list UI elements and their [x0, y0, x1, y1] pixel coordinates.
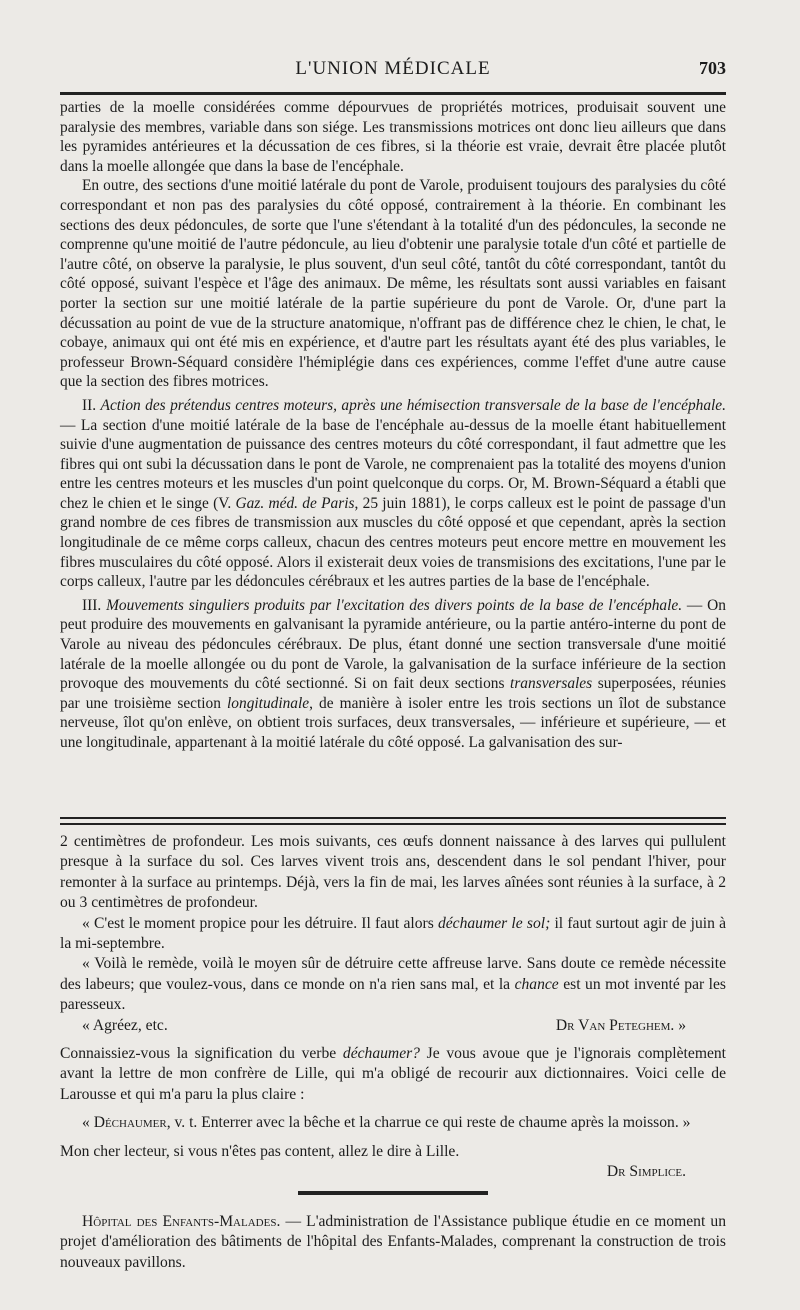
- article-paragraph-1: parties de la moelle considérées comme dépourvues de propriétés motrices, produisait souvent une paralysie des membres, variable dans son siége. Les transmissions motrices ont donc lieu ailleurs que dans les pyramides antérieures et la décussation de ces fibres, si la théorie est vraie, devrait être placée plutôt dans la moelle allongée que dans la base de l'encéphale.: [60, 99, 726, 175]
- feuilleton-paragraph-5: [60, 1044, 726, 1105]
- letter-signature: Dr Van Peteghem. »: [555, 1016, 686, 1034]
- news-lead: Hôpital des Enfants-Malades.: [82, 1213, 281, 1230]
- section-ii-text-b: , 25 juin 1881), le corps calleux est le point de passage d'un grand nombre de ces fibres de transmission aux muscles du côté opposé et que cependant, après la section longitudinale de ce même corps calleux, chacun des centres moteurs peut encore mettre en mouvement les fibres musculaires du côté opposé. Alors il existerait deux voies de transmisions des excitations, l'une par le corps calleux, l'autre par les dédoncules cérébraux et les autres parties de la base de l'encéphale.: [60, 494, 726, 591]
- feuilleton-closing: [60, 1016, 726, 1036]
- section-ii-number: II.: [82, 396, 97, 414]
- section-iii-emphasis-2: longitudinale: [227, 694, 310, 712]
- header-rule: [60, 92, 726, 95]
- section-ii: [60, 396, 726, 592]
- section-iii-emphasis-1: transversales: [510, 675, 593, 693]
- running-header: [60, 56, 726, 86]
- feuilleton-emphasis: chance: [514, 975, 559, 993]
- article-column: [60, 98, 726, 753]
- feuilleton-paragraph-2: [60, 914, 726, 955]
- feuilleton-text: « C'est le moment propice pour les détruire. Il faut alors: [82, 914, 438, 932]
- section-ii-reference: Gaz. méd. de Paris: [235, 494, 355, 512]
- article-paragraph-2: En outre, des sections d'une moitié latérale du pont de Varole, produisent toujours des paralysies du côté correspondant et non pas des paralysies du côté opposé, contrairement à la théorie. En combinant les sections des deux pédoncules, de sorte que l'une s'étendant à la totalité d'un des pédoncules, la seconde ne comprenne qu'une moitié de l'autre pédoncule, au lieu d'obtenir une paralysie totale d'un côté et partielle de l'autre côté, on observe la paralysie, le plus souvent, d'un seul côté, tantôt du côté correspondant, tantôt du côté opposé, suivant l'espèce et l'âge des animaux. De même, les résultats sont aussi variables en faisant porter la section sur une moitié latérale de la partie supérieure du pont de Varole. Or, d'une part la décussation au point de vue de la structure anatomique, n'offrant pas de différence chez le chien, le chat, le cobaye, animaux qui ont été mis en expérience, et d'autre part les résultats ayant été des plus variables, le professeur Brown-Séquard considère l'hémiplégie dans ces expériences, comme l'effet d'une autre cause que la section des fibres motrices.: [60, 177, 726, 391]
- section-ii-title: Action des prétendus centres moteurs, après une hémisection transversale de la base de l'encéphale.: [100, 396, 726, 414]
- feuilleton-column: [60, 832, 726, 1183]
- section-iii-text-b: superposées, réunies par une troisième section: [60, 675, 726, 712]
- feuilleton-separator: [60, 817, 726, 825]
- author-signature: Dr Simplice.: [606, 1163, 686, 1181]
- feuilleton-text: il faut surtout agir de juin à la mi-septembre.: [60, 914, 727, 953]
- feuilleton-text: « Voilà le remède, voilà le moyen sûr de détruire cette affreuse larve. Sans doute ce remède nécessite des labeurs; que voulez-vous, dans ce monde on n'a rien sans mal, et la: [60, 955, 726, 993]
- section-iii-number: III.: [82, 596, 102, 614]
- dictionary-headword: Déchaumer: [93, 1114, 167, 1132]
- quote-mark: «: [82, 1114, 94, 1132]
- feuilleton-emphasis: déchaumer?: [342, 1045, 420, 1063]
- section-iii-text-a: — On peut produire des mouvements en galvanisant la pyramide antérieure, ou la partie antéro-interne du pont de Varole au niveau des pédoncules cérébraux. De plus, étant donné une section transversale d'une moitié latérale de la moelle allongée ou du pont de Varole, la galvanisation de la surface inférieure de la section provoque des mouvements du côté sectionné. Si on fait deux sections: [60, 596, 726, 693]
- closing-formula: « Agréez, etc.: [82, 1016, 168, 1034]
- section-iii-text-c: , de manière à isoler entre les trois sections un îlot de substance nerveuse, îlot qu'on enlève, on obtient trois surfaces, deux transversales, — inférieure et supérieure, — et une longitudinale, appartenant à la moitié latérale du côté opposé. La galvanisation des sur-: [60, 694, 726, 751]
- section-iii: [60, 596, 726, 753]
- news-text: — L'administration de l'Assistance publique étudie en ce moment un projet d'amélioration des bâtiments de l'hôpital des Enfants-Malades, comprenant la construction de trois nouveaux pavillons.: [60, 1213, 726, 1271]
- news-item: [60, 1212, 726, 1273]
- journal-title: L'UNION MÉDICALE: [295, 58, 491, 79]
- feuilleton-emphasis: déchaumer le sol;: [437, 914, 551, 932]
- news-paragraph: [60, 1212, 726, 1273]
- feuilleton-paragraph-7: Mon cher lecteur, si vous n'êtes pas content, allez le dire à Lille.: [60, 1142, 460, 1160]
- news-separator: [298, 1191, 488, 1195]
- section-ii-text-a: — La section d'une moitié latérale de la base de l'encéphale au-dessus de la moelle étant habituellement suivie d'une augmentation de puissance des centres moteurs du côté correspondant, il faut admettre que les fibres qui ont subi la décussation dans le pont de Varole, ne comprenaient pas la totalité des moyens d'union entre les centres moteurs et les muscles d'un point quelconque du corps. Or, M. Brown-Séquard a établi que chez le chien et le singe (V.: [60, 416, 726, 512]
- dictionary-definition: , v. t. Enterrer avec la bêche et la charrue ce qui reste de chaume après la moisson. »: [166, 1114, 691, 1132]
- dictionary-quote: [60, 1113, 726, 1133]
- feuilleton-text: Connaissiez-vous la signification du verbe: [60, 1045, 343, 1063]
- feuilleton-text: Je vous avoue que je l'ignorais complètement avant la lettre de mon confrère de Lille, qui m'a obligé de recourir aux dictionnaires. Voici celle de Larousse et qui m'a paru la plus claire :: [60, 1045, 726, 1103]
- page-number: 703: [699, 58, 726, 78]
- feuilleton-text: est un mot inventé par les paresseux.: [60, 975, 727, 1014]
- feuilleton-paragraph-3: [60, 954, 726, 1015]
- feuilleton-paragraph-1: 2 centimètres de profondeur. Les mois suivants, ces œufs donnent naissance à des larves qui pullulent presque à la surface du sol. Ces larves vivent trois ans, descendent dans le sol pendant l'hiver, pour remonter à la surface au printemps. Déjà, vers la fin de mai, les larves aînées sont réunies à la surface, à 2 ou 3 centimètres de profondeur.: [60, 833, 726, 912]
- section-iii-title: Mouvements singuliers produits par l'excitation des divers points de la base de l'encéphale.: [106, 596, 683, 614]
